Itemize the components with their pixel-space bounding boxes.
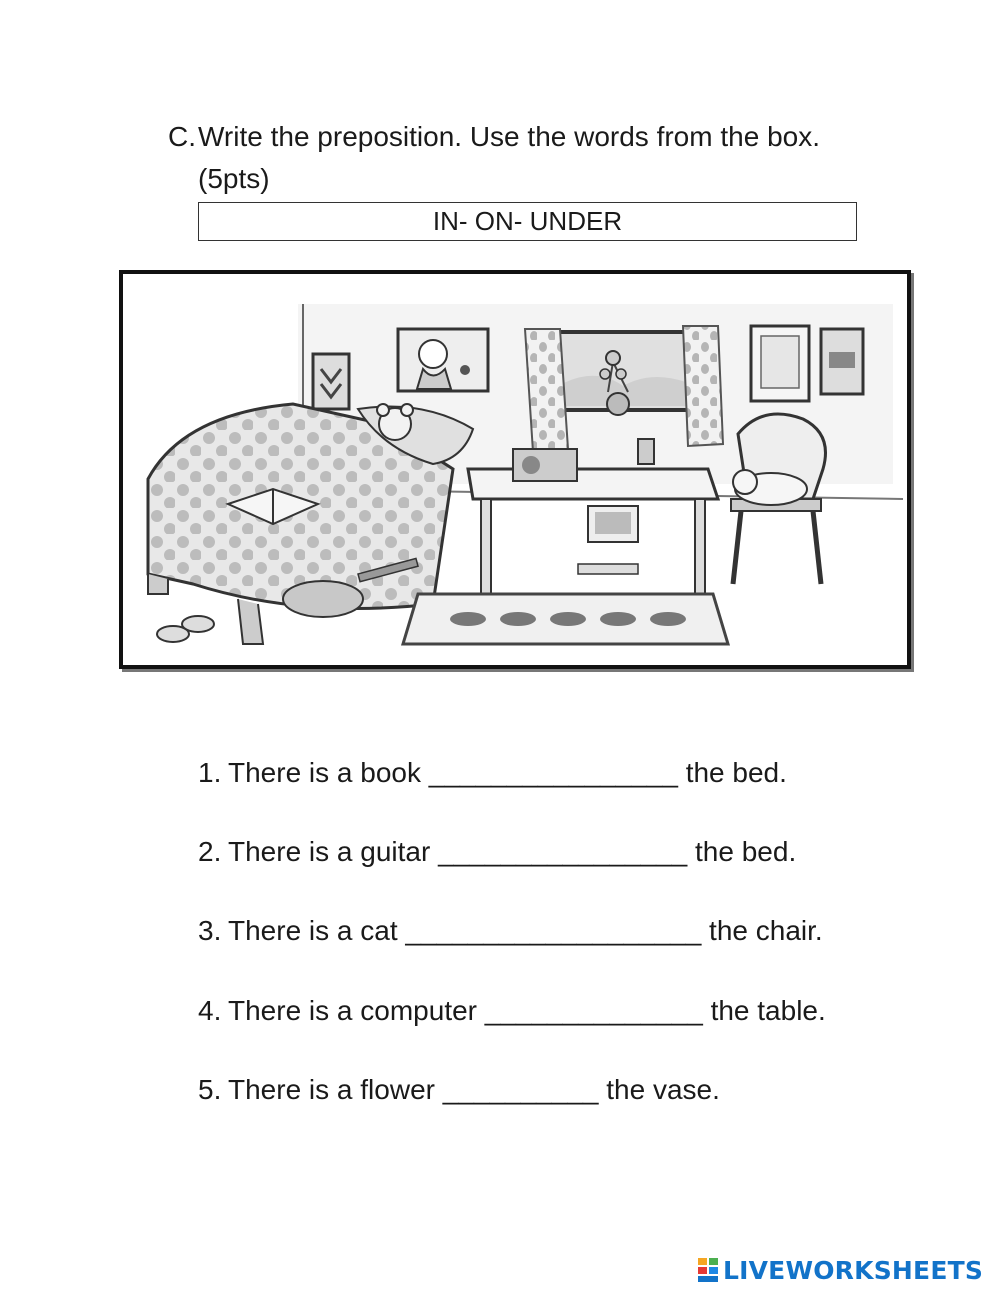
bedroom-picture: [119, 270, 911, 669]
question-number: 2.: [198, 836, 222, 867]
question-number: 3.: [198, 915, 222, 946]
instruction-text: Write the preposition. Use the words from the box. (5pts): [198, 121, 820, 194]
brand-name: LIVEWORKSHEETS: [723, 1255, 984, 1285]
question-text: There is a flower __________ the vase.: [228, 1074, 720, 1105]
question-4: [198, 993, 826, 1029]
question-number: 5.: [198, 1074, 222, 1105]
brand-logo[interactable]: [697, 1254, 983, 1286]
question-3: [198, 913, 823, 949]
word-box: IN- ON- UNDER: [198, 202, 857, 241]
question-number: 1.: [198, 757, 222, 788]
question-text: There is a book ________________ the bed.: [228, 757, 787, 788]
question-1: [198, 755, 787, 791]
question-text: There is a cat ___________________ the chair.: [228, 915, 823, 946]
liveworksheets-icon: [697, 1257, 719, 1283]
question-number: 4.: [198, 995, 222, 1026]
question-text: There is a guitar ________________ the bed.: [228, 836, 797, 867]
instruction: [168, 116, 848, 200]
bedroom-illustration: [123, 274, 907, 665]
question-2: [198, 834, 796, 870]
section-letter: C.: [168, 121, 196, 152]
question-5: [198, 1072, 720, 1108]
question-text: There is a computer ______________ the table.: [228, 995, 826, 1026]
